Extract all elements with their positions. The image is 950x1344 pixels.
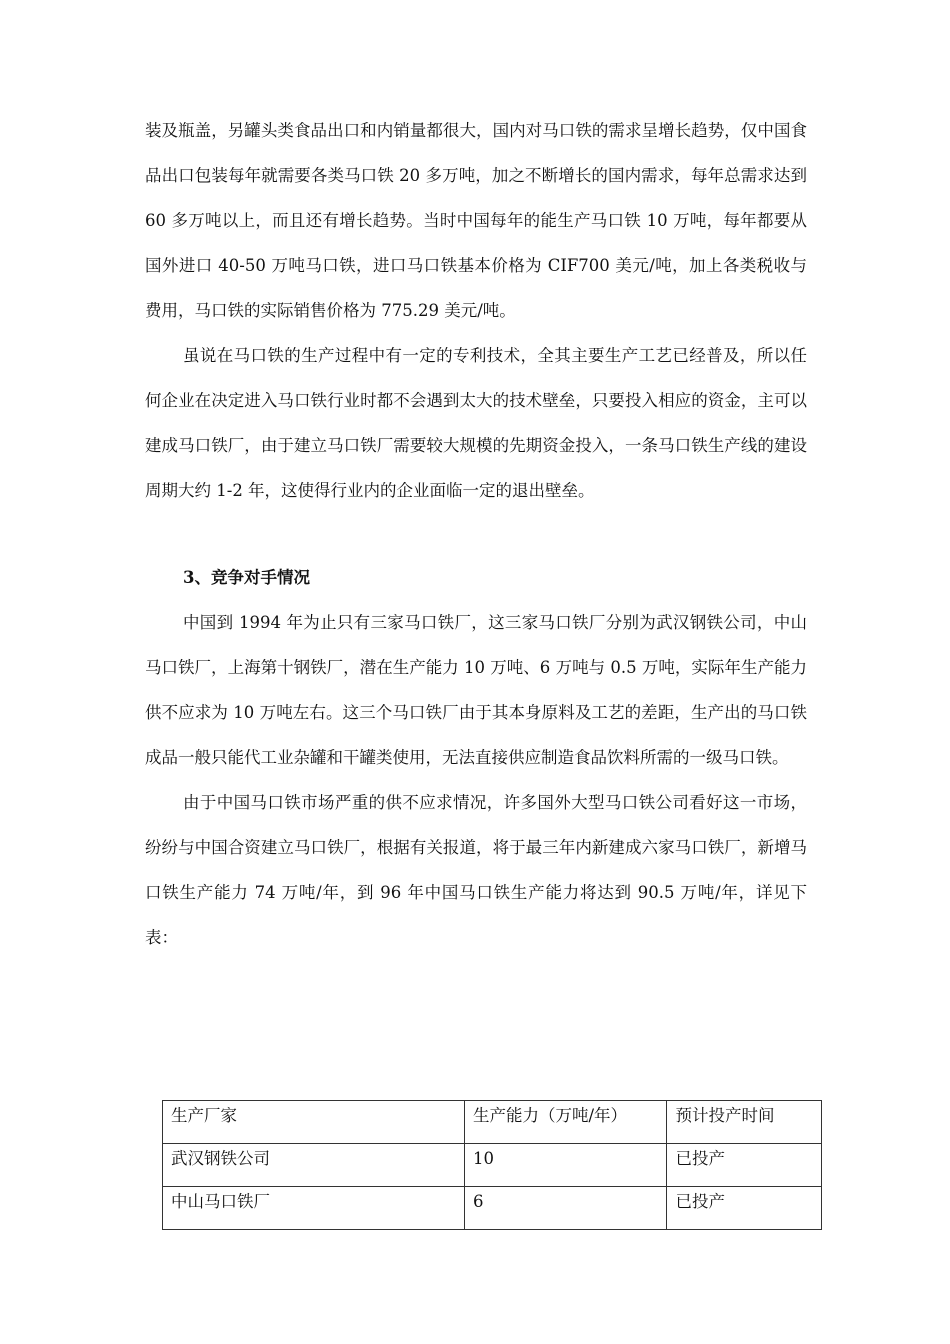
- paragraph: 由于中国马口铁市场严重的供不应求情况，许多国外大型马口铁公司看好这一市场，纷纷与中国合资建立马口铁厂，根据有关报道，将于最三年内新建成六家马口铁厂，新增马口铁生产能力 74 万吨/年，到 96 年中国马口铁生产能力将达到 90.5 万吨/年，详见下表：: [145, 793, 807, 947]
- table-header-cell: 预计投产时间: [667, 1101, 822, 1144]
- table-cell: 已投产: [667, 1187, 822, 1230]
- table-row: [163, 1187, 822, 1230]
- paragraph: 中国到 1994 年为止只有三家马口铁厂，这三家马口铁厂分别为武汉钢铁公司，中山马口铁厂，上海第十钢铁厂，潜在生产能力 10 万吨、6 万吨与 0.5 万吨，实际年生产能力供不应求为 10 万吨左右。这三个马口铁厂由于其本身原料及工艺的差距，生产出的马口铁成品一般只能代工业杂罐和干罐类使用，无法直接供应制造食品饮料所需的一级马口铁。: [145, 613, 807, 767]
- paragraph: 虽说在马口铁的生产过程中有一定的专利技术，全其主要生产工艺已经普及，所以任何企业在决定进入马口铁行业时都不会遇到太大的技术壁垒，只要投入相应的资金，主可以建成马口铁厂，由于建立马口铁厂需要较大规模的先期资金投入，一条马口铁生产线的建设周期大约 1-2 年，这使得行业内的企业面临一定的退出壁垒。: [145, 346, 807, 500]
- table-cell: 6: [465, 1187, 667, 1230]
- table-cell: 10: [465, 1144, 667, 1187]
- table-header-cell: 生产能力（万吨/年）: [465, 1101, 667, 1144]
- document-body: [145, 108, 807, 960]
- table-cell: 中山马口铁厂: [163, 1187, 465, 1230]
- table-cell: 已投产: [667, 1144, 822, 1187]
- section-heading: 3、竞争对手情况: [183, 568, 310, 587]
- table-row: [163, 1144, 822, 1187]
- table-cell: 武汉钢铁公司: [163, 1144, 465, 1187]
- capacity-table: [162, 1100, 822, 1230]
- table-header-cell: 生产厂家: [163, 1101, 465, 1144]
- table-header-row: [163, 1101, 822, 1144]
- paragraph: 装及瓶盖，另罐头类食品出口和内销量都很大，国内对马口铁的需求呈增长趋势，仅中国食品出口包装每年就需要各类马口铁 20 多万吨，加之不断增长的国内需求，每年总需求达到 60 多万吨以上，而且还有增长趋势。当时中国每年的能生产马口铁 10 万吨，每年都要从国外进口 40-50 万吨马口铁，进口马口铁基本价格为 CIF700 美元/吨，加上各类税收与费用，马口铁的实际销售价格为 775.29 美元/吨。: [145, 121, 807, 320]
